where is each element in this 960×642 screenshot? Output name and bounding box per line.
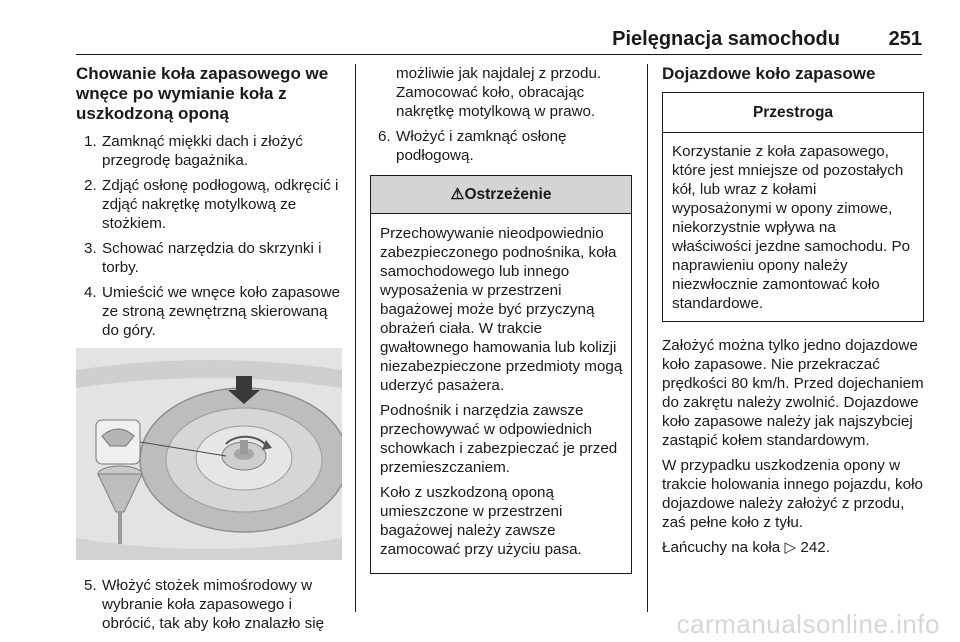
spare-wheel-illustration (76, 348, 342, 560)
body-paragraph: Założyć można tylko jedno dojazdowe koło zapasowe. Nie przekraczać prędkości 80 km/h. Przed dojechaniem do zakrętu należy zwolnić. Dojazdowe koło zapasowe należy jak najszybciej zastąpić kołem standardowym. (662, 337, 924, 449)
step-2 (76, 176, 342, 233)
step-text: Zamknąć miękki dach i złożyć przegrodę bagażnika. (102, 133, 303, 169)
step-1 (76, 132, 342, 170)
step-number: 1. (84, 133, 97, 150)
warning-paragraph: Koło z uszkodzoną oponą umieszczone w przestrzeni bagażowej należy zawsze zamocować przy użyciu pasa. (380, 484, 582, 558)
column-divider-1 (355, 64, 356, 612)
column-2 (370, 64, 632, 574)
step-number: 6. (378, 128, 391, 145)
step-number: 4. (84, 284, 97, 301)
warning-box-body (371, 214, 631, 573)
warning-paragraph: Przechowywanie nieodpowiednio zabezpieczonego podnośnika, koła samochodowego lub innego wyposażenia w przestrzeni bagażowej może być przyczyną obrażeń ciała. W trakcie gwałtownego hamowania lub kolizji niezabezpieczone przedmioty mogą uderzyć pasażera. (380, 225, 623, 394)
warning-title: Ostrzeżenie (464, 186, 552, 203)
step-text: Zdjąć osłonę podłogową, odkręcić i zdjąć nakrętkę motylkową ze stożkiem. (102, 177, 339, 232)
page-number: 251 (888, 28, 922, 50)
cross-reference-page: 242. (800, 539, 830, 556)
step-text: Włożyć i zamknąć osłonę podłogową. (396, 128, 567, 164)
step-text: możliwie jak najdalej z przodu. Zamocować koło, obracając nakrętkę motylkową w prawo. (396, 65, 602, 120)
header-rule (76, 54, 922, 55)
column-1 (76, 64, 342, 639)
page-header-title: Pielęgnacja samochodu (612, 28, 840, 50)
warning-triangle-icon: ⚠ (450, 186, 465, 203)
step-text: Umieścić we wnęce koło zapasowe ze stroną zewnętrzną skierowaną do góry. (102, 284, 341, 339)
step-text: Schować narzędzia do skrzynki i torby. (102, 240, 322, 276)
cross-reference-text: Łańcuchy na koła (662, 539, 781, 556)
step-number: 5. (84, 577, 97, 594)
step-number: 3. (84, 240, 97, 257)
step-6 (370, 127, 632, 165)
step-3 (76, 239, 342, 277)
warning-box (370, 175, 632, 574)
caution-text: Korzystanie z koła zapasowego, które jest mniejsze od pozostałych kół, lub wraz z kołami wyposażonymi w opony zimowe, niekorzystnie wpływa na właściwości jezdne samochodu. Po naprawieniu opony należy niezwłocznie zamontować koło standardowe. (672, 143, 911, 312)
step-text: Włożyć stożek mimośrodowy w wybranie koła zapasowego i obrócić, tak aby koło znalazło się (102, 577, 325, 632)
arrow-reference-icon: ▷ (784, 539, 797, 556)
body-paragraph: W przypadku uszkodzenia opony w trakcie holowania innego pojazdu, koło dojazdowe należy założyć z przodu, zaś pełne koło z tyłu. (662, 457, 923, 531)
step-5 (76, 576, 342, 633)
step-5-continued (370, 64, 632, 121)
caution-title: Przestroga (663, 93, 923, 133)
warning-paragraph: Podnośnik i narzędzia zawsze przechowywać w odpowiednich schowkach i zabezpieczać je przed przemieszczaniem. (380, 402, 618, 476)
step-number: 2. (84, 177, 97, 194)
cross-reference[interactable] (662, 538, 924, 557)
column-3 (662, 64, 924, 563)
section-heading-stowing: Chowanie koła zapasowego we wnęce po wymianie koła z uszkodzoną oponą (76, 64, 329, 123)
warning-box-header (371, 176, 631, 214)
step-4 (76, 283, 342, 340)
column-divider-2 (647, 64, 648, 612)
section-heading-compact-spare: Dojazdowe koło zapasowe (662, 64, 876, 83)
watermark-text: carmanualsonline.info (676, 609, 940, 639)
caution-box (662, 92, 924, 322)
